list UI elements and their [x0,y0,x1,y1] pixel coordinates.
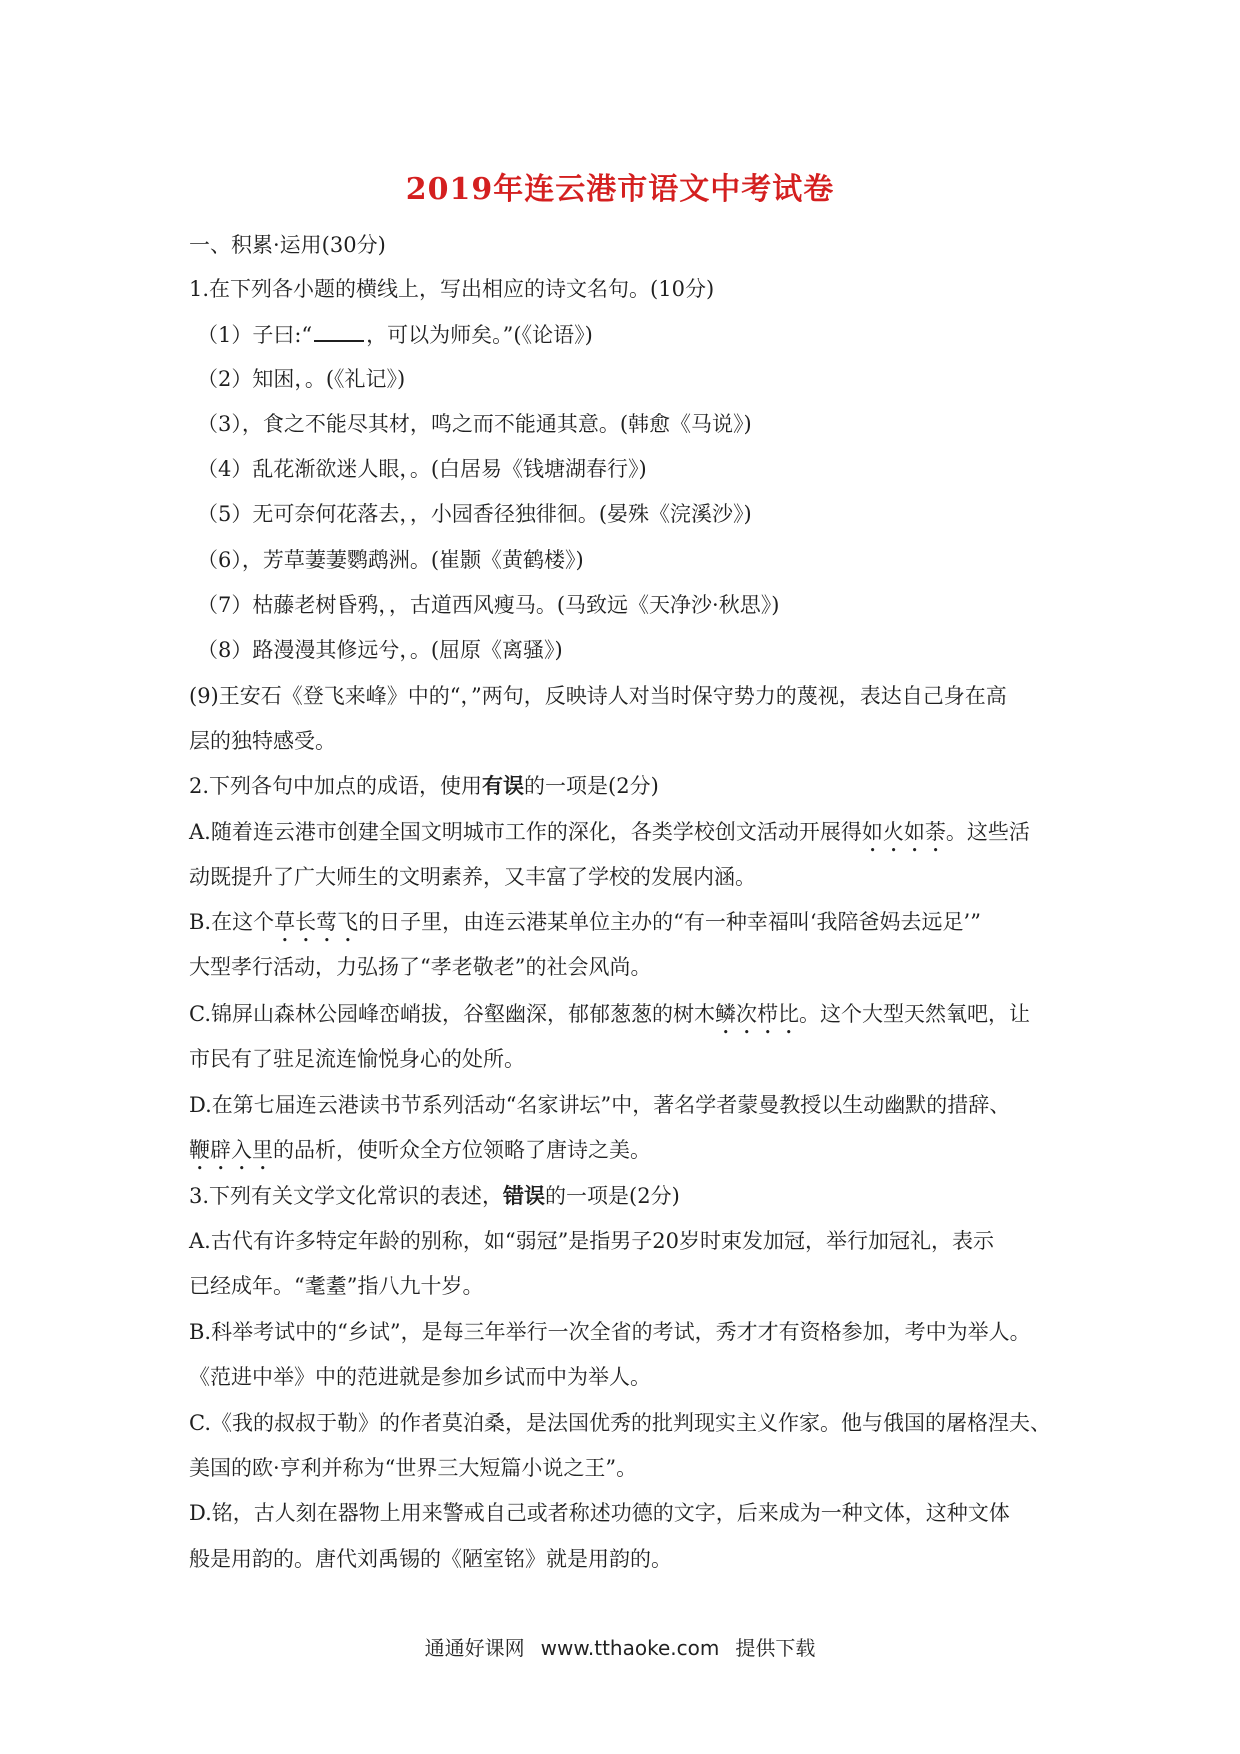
option-d-dotted-idiom: 鞭辟入里 [189,1138,273,1162]
question-3-option-c-line-2: 美国的欧·亨利并称为“世界三大短篇小说之王”。 [189,1456,638,1480]
question-1-item-9-line-1: (9)王安石《登飞来峰》中的“，”两句，反映诗人对当时保守势力的蔑视，表达自己身在高 [189,684,1007,708]
question-3-option-c-line-1: C.《我的叔叔于勒》的作者莫泊桑，是法国优秀的批判现实主义作家。他与俄国的屠格涅夫、 [189,1411,1051,1435]
option-a-suffix: 。这些活 [945,820,1030,844]
item-1-prefix: （1）子曰:“ [197,323,313,347]
question-1-stem: 1.在下列各小题的横线上，写出相应的诗文名句。(10分) [189,277,715,301]
question-3-stem-prefix: 3.下列有关文学文化常识的表述， [189,1184,504,1208]
question-1-item-7: （7）枯藤老树昏鸦，，古道西风瘦马。(马致远《天净沙·秋思》) [197,593,780,617]
question-3-option-a-line-1: A.古代有许多特定年龄的别称，如“弱冠”是指男子20岁时束发加冠，举行加冠礼，表示 [189,1229,995,1253]
option-c-dotted-idiom: 鳞次栉比 [715,1002,799,1026]
question-2-option-a-line-2: 动既提升了广大师生的文明素养，又丰富了学校的发展内涵。 [189,865,756,889]
question-2-option-d-line-2 [189,1135,651,1175]
question-2-option-b-line-2: 大型孝行活动，力弘扬了“孝老敬老”的社会风尚。 [189,955,652,979]
option-b-suffix: 的日子里，由连云港某单位主办的“有一种幸福叫‘我陪爸妈去远足’” [358,910,981,934]
question-1-item-9-line-2: 层的独特感受。 [189,729,336,753]
question-3-option-d-line-1: D.铭，古人刻在器物上用来警戒自己或者称述功德的文字，后来成为一种文体，这种文体 [189,1501,1010,1525]
option-c-prefix: C.锦屏山森林公园峰峦峭拔，谷壑幽深，郁郁葱葱的树木 [189,1002,715,1026]
answer-blank [314,320,364,342]
question-2-option-a-line-1 [189,817,1030,857]
question-1-item-5: （5）无可奈何花落去，，小园香径独徘徊。(晏殊《浣溪沙》) [197,502,752,526]
question-2-stem-emphasis: 有误 [482,773,525,798]
option-b-dotted-idiom: 草长莺飞 [274,910,359,934]
question-2-option-c-line-1 [189,999,1030,1039]
question-2-option-b-line-1 [189,907,981,947]
question-3-option-a-line-2: 已经成年。“耄耋”指八九十岁。 [189,1274,484,1298]
question-2-option-d-line-1: D.在第七届连云港读书节系列活动“名家讲坛”中，著名学者蒙曼教授以生动幽默的措辞、 [189,1093,1011,1117]
question-3-option-b-line-2: 《范进中举》中的范进就是参加乡试而中为举人。 [189,1365,651,1389]
question-2-stem-prefix: 2.下列各句中加点的成语，使用 [189,774,483,798]
question-1-item-3: （3），食之不能尽其材，鸣之而不能通其意。(韩愈《马说》) [197,412,752,436]
question-2-stem [189,771,659,801]
option-a-prefix: A.随着连云港市创建全国文明城市工作的深化，各类学校创文活动开展得 [189,820,862,844]
footer-url[interactable]: www.tthaoke.com [540,1636,720,1660]
question-3-stem-emphasis: 错误 [503,1183,546,1208]
footer-site-name: 通通好课网 [424,1636,525,1660]
question-1-item-1 [197,320,593,350]
footer-note: 提供下载 [735,1636,816,1660]
option-a-dotted-idiom: 如火如荼 [861,820,946,844]
question-1-item-4: （4）乱花渐欲迷人眼，。(白居易《钱塘湖春行》) [197,457,647,481]
question-1-item-8: （8）路漫漫其修远兮，。(屈原《离骚》) [197,638,563,662]
page-footer [0,1632,1240,1661]
option-c-suffix: 。这个大型天然氧吧，让 [799,1002,1030,1026]
section-heading: 一、积累·运用(30分) [189,233,386,257]
question-2-option-c-line-2: 市民有了驻足流连愉悦身心的处所。 [189,1047,525,1071]
question-3-stem-suffix: 的一项是(2分) [545,1184,680,1208]
option-b-prefix: B.在这个 [189,910,275,934]
question-3-option-b-line-1: B.科举考试中的“乡试”，是每三年举行一次全省的考试，秀才才有资格参加，考中为举人。 [189,1320,1031,1344]
question-1-item-2: （2）知困，。(《礼记》) [197,367,406,391]
page-title: 2019年连云港市语文中考试卷 [405,172,835,207]
question-1-item-6: （6），芳草萋萋鹦鹉洲。(崔颢《黄鹤楼》) [197,548,584,572]
question-3-option-d-line-2: 般是用韵的。唐代刘禹锡的《陋室铭》就是用韵的。 [189,1547,672,1571]
option-d-suffix: 的品析，使听众全方位领略了唐诗之美。 [273,1138,651,1162]
item-1-suffix: ，可以为师矣。”(《论语》) [366,323,593,347]
question-3-stem [189,1181,680,1211]
question-2-stem-suffix: 的一项是(2分) [524,774,659,798]
